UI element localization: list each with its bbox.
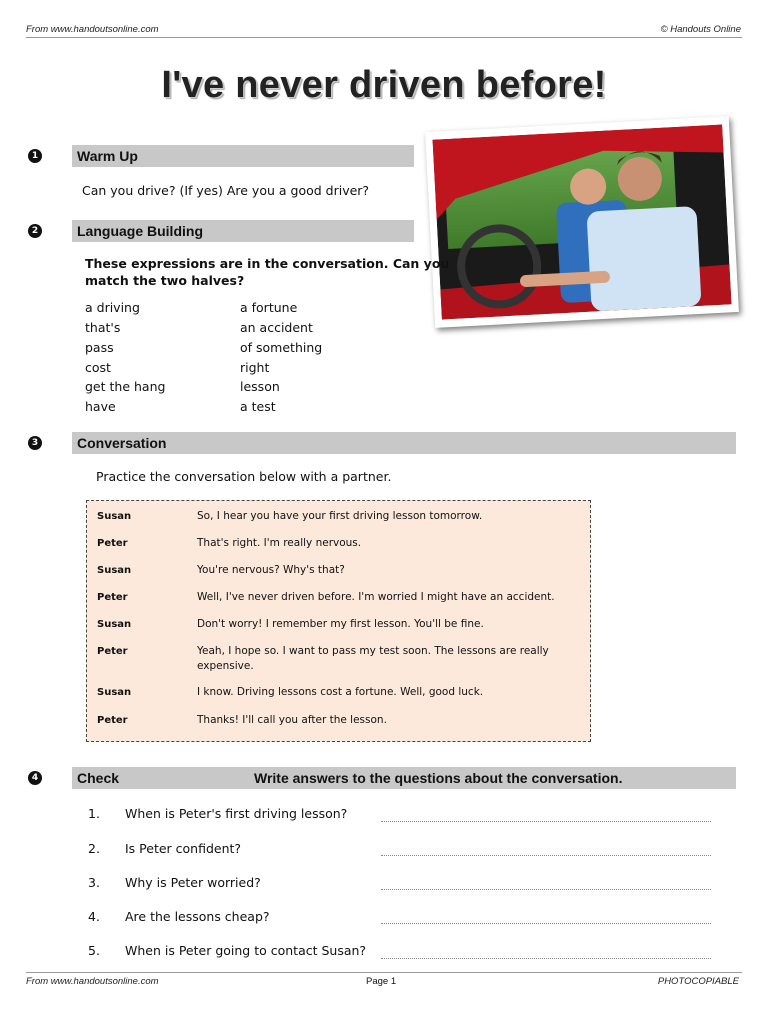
answer-line[interactable]: [381, 888, 711, 890]
warmup-question: Can you drive? (If yes) Are you a good driver?: [82, 183, 370, 198]
section-number-1: 1: [28, 149, 42, 163]
conversation-heading: Conversation: [72, 432, 736, 454]
question-number: 3.: [88, 875, 100, 890]
conversation-line: Well, I've never driven before. I'm worried I might have an accident.: [197, 591, 555, 603]
expression-left: get the hang: [85, 379, 166, 394]
speaker-name: Susan: [97, 687, 132, 698]
check-instruction: Write answers to the questions about the conversation.: [254, 770, 623, 786]
header-copyright: © Handouts Online: [660, 24, 741, 35]
expression-right: of something: [240, 340, 323, 355]
conversation-line: I know. Driving lessons cost a fortune. Well, good luck.: [197, 686, 484, 698]
footer-note: PHOTOCOPIABLE: [657, 976, 739, 987]
expression-right: a test: [240, 399, 276, 414]
language-heading: Language Building: [72, 220, 414, 242]
conversation-line: So, I hear you have your first driving lesson tomorrow.: [197, 510, 483, 522]
car-interior-illustration: [432, 125, 731, 320]
speaker-name: Susan: [97, 565, 132, 576]
language-instruction-1: These expressions are in the conversation. Can you: [85, 256, 450, 271]
question-text: Is Peter confident?: [125, 841, 242, 856]
header-source: From www.handoutsonline.com: [26, 24, 159, 35]
expression-left: a driving: [85, 300, 140, 315]
driving-photo: [425, 116, 739, 328]
question-number: 4.: [88, 909, 100, 924]
answer-line[interactable]: [381, 820, 711, 822]
question-text: When is Peter's first driving lesson?: [125, 806, 348, 821]
answer-line[interactable]: [381, 854, 711, 856]
speaker-name: Susan: [97, 619, 132, 630]
footer-source: From www.handoutsonline.com: [26, 976, 159, 987]
conversation-line: Yeah, I hope so. I want to pass my test soon. The lessons are really expensive.: [197, 645, 549, 672]
conversation-line: Thanks! I'll call you after the lesson.: [197, 714, 387, 726]
answer-line[interactable]: [381, 922, 711, 924]
expression-right: right: [240, 360, 270, 375]
speaker-name: Peter: [97, 715, 128, 726]
question-text: Are the lessons cheap?: [125, 909, 270, 924]
question-text: Why is Peter worried?: [125, 875, 261, 890]
warmup-heading: Warm Up: [72, 145, 414, 167]
expression-left: pass: [85, 340, 114, 355]
section-number-2: 2: [28, 224, 42, 238]
question-number: 2.: [88, 841, 100, 856]
conversation-line: You're nervous? Why's that?: [197, 564, 345, 576]
question-number: 5.: [88, 943, 100, 958]
expression-left: that's: [85, 320, 121, 335]
expression-right: lesson: [240, 379, 280, 394]
question-text: When is Peter going to contact Susan?: [125, 943, 367, 958]
language-instruction-2: match the two halves?: [85, 273, 245, 288]
check-heading-bar: [72, 767, 736, 789]
speaker-name: Peter: [97, 592, 128, 603]
expression-left: have: [85, 399, 116, 414]
speaker-name: Peter: [97, 538, 128, 549]
conversation-line: Don't worry! I remember my first lesson. You'll be fine.: [197, 618, 484, 630]
section-number-4: 4: [28, 771, 42, 785]
conversation-intro: Practice the conversation below with a partner.: [96, 469, 392, 484]
speaker-name: Peter: [97, 646, 128, 657]
question-number: 1.: [88, 806, 100, 821]
expression-right: an accident: [240, 320, 313, 335]
expression-right: a fortune: [240, 300, 298, 315]
page-title: I've never driven before!: [161, 64, 607, 106]
conversation-line: That's right. I'm really nervous.: [197, 537, 362, 549]
expression-left: cost: [85, 360, 111, 375]
header-divider: [26, 37, 742, 38]
check-heading: Check: [77, 770, 120, 786]
footer-divider: [26, 972, 742, 973]
page-number: Page 1: [366, 976, 397, 987]
conversation-box: [86, 500, 591, 742]
speaker-name: Susan: [97, 511, 132, 522]
section-number-3: 3: [28, 436, 42, 450]
answer-line[interactable]: [381, 957, 711, 959]
